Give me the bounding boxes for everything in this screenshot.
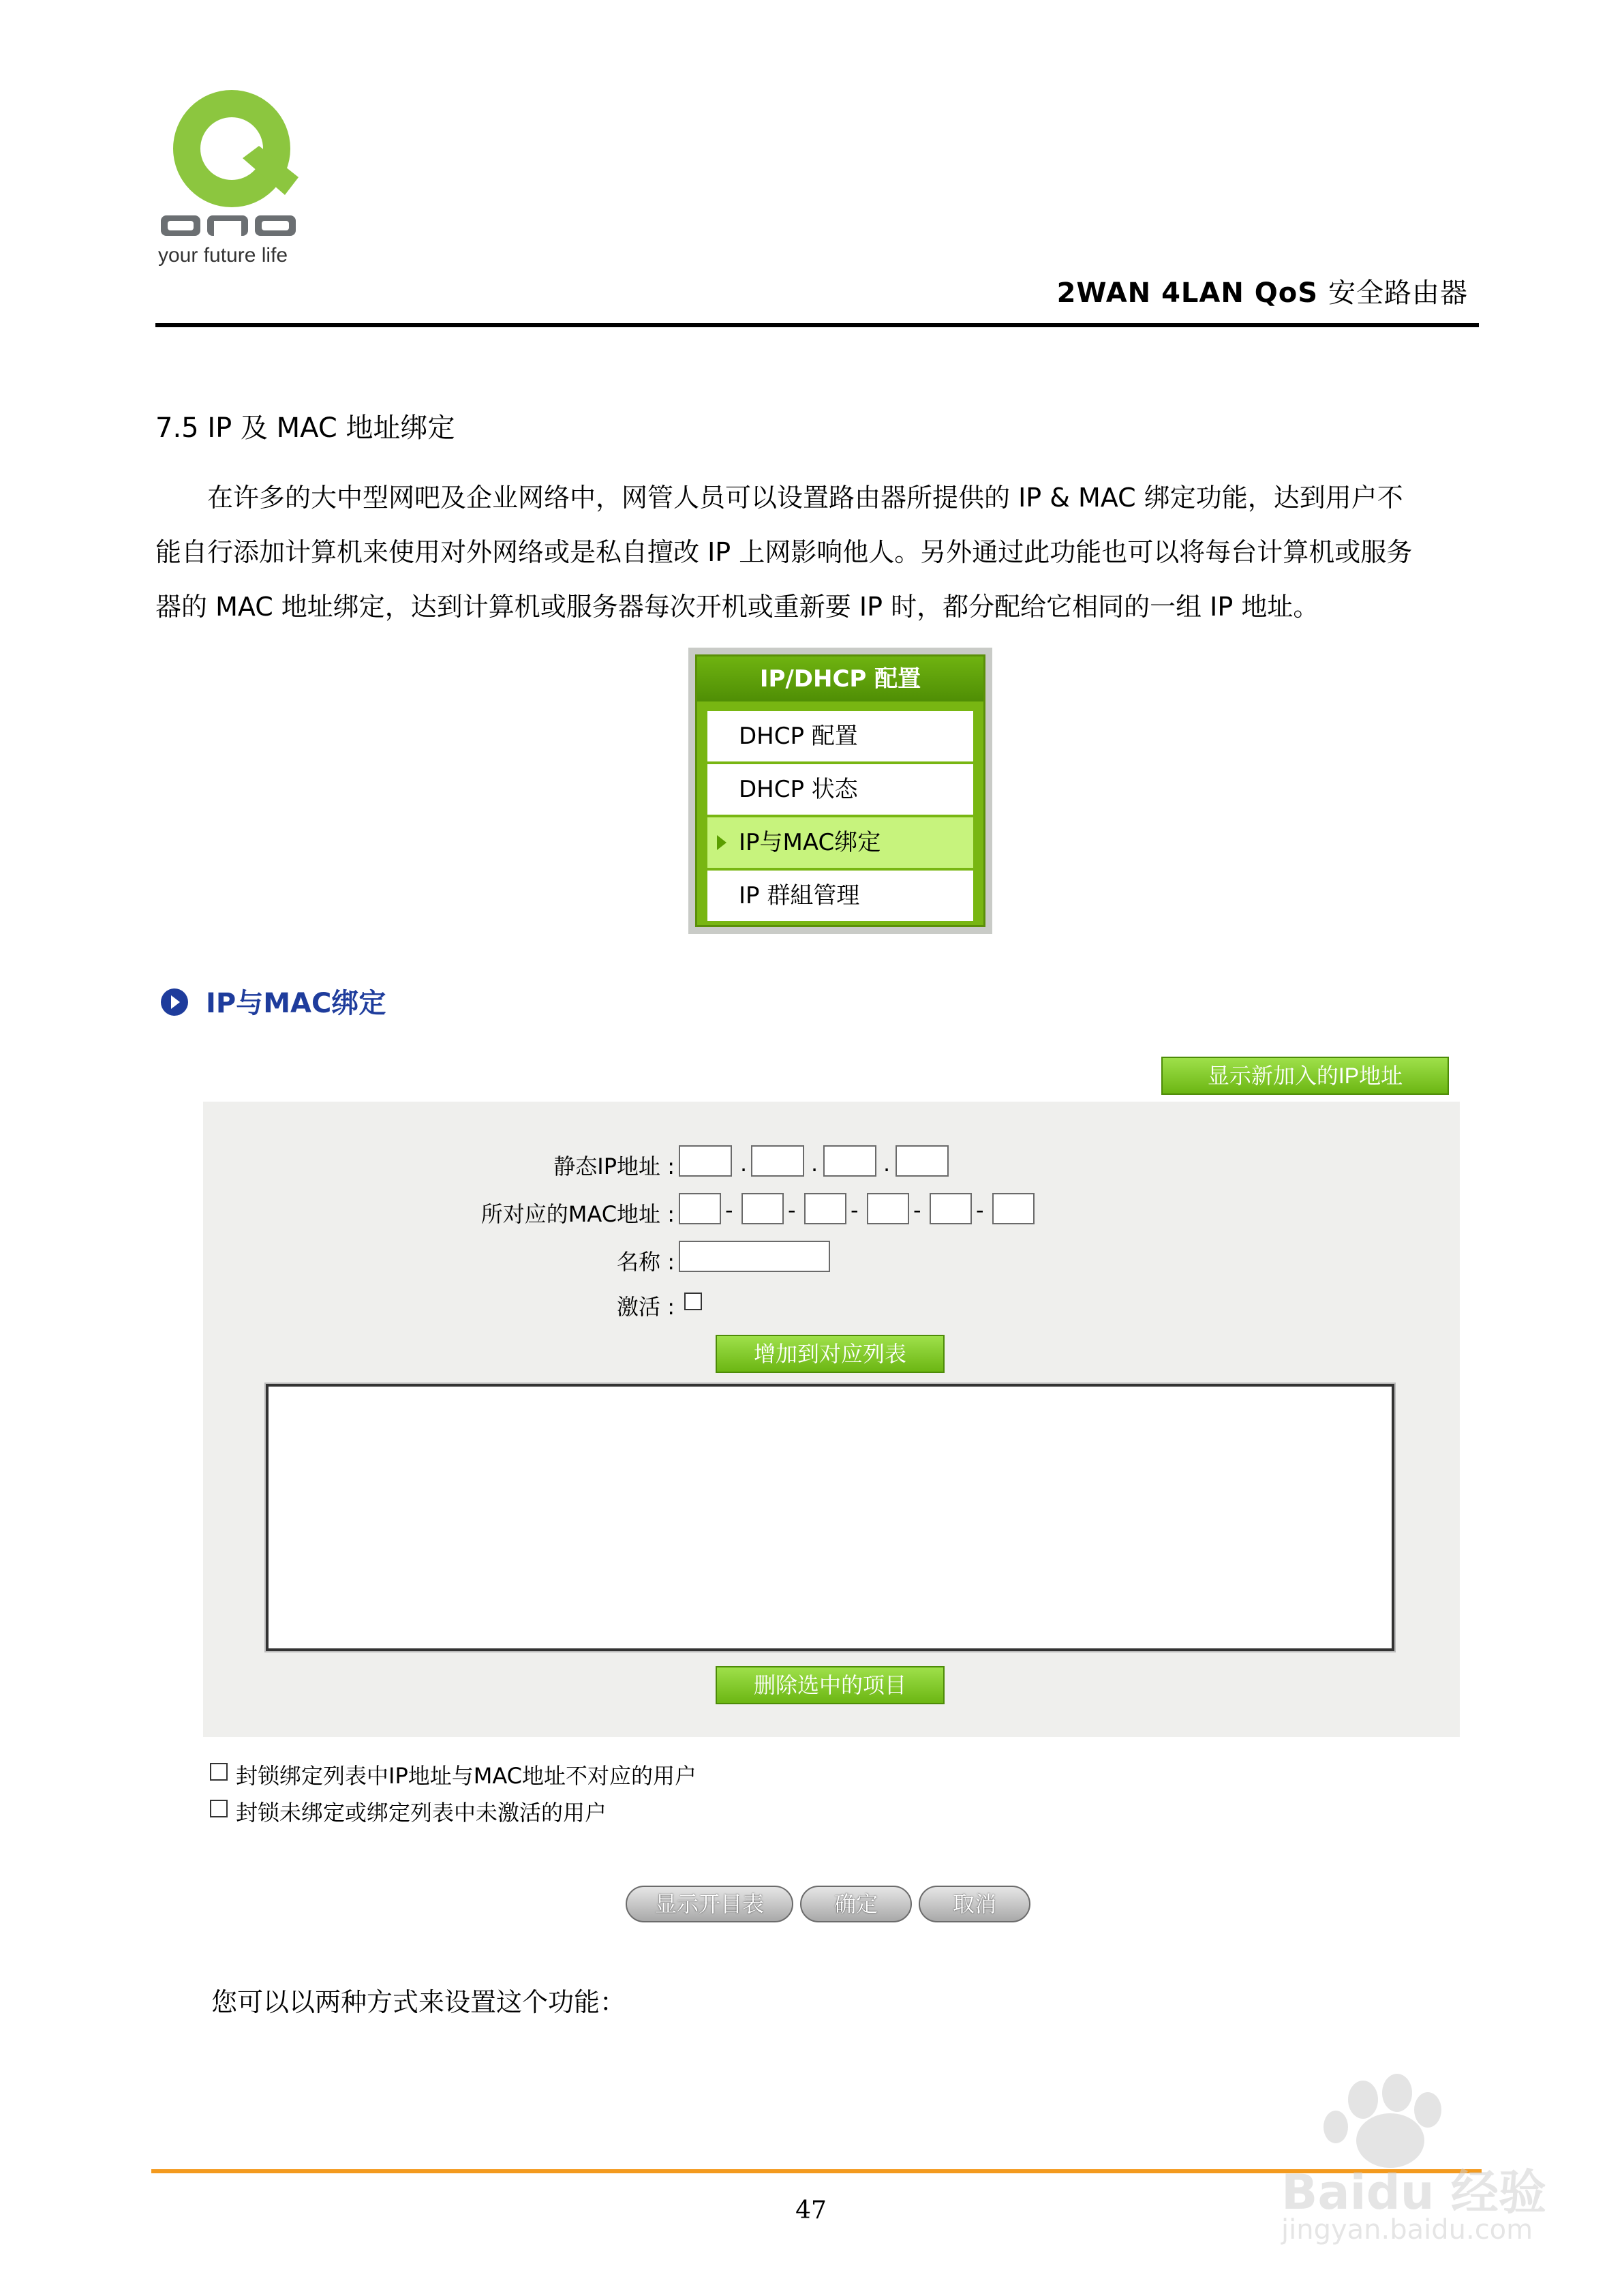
note-text: 您可以以两种方式来设置这个功能： xyxy=(211,1987,626,2017)
intro-paragraph xyxy=(155,470,1479,634)
mac-label: 所对应的MAC地址 : xyxy=(480,1201,675,1227)
mac-separator: - xyxy=(913,1197,921,1223)
ip-octet-4-input[interactable] xyxy=(896,1145,949,1177)
arrow-right-icon xyxy=(717,835,726,850)
option-2-label: 封锁未绑定或绑定列表中未激活的用户 xyxy=(236,1800,607,1826)
form-heading: IP与MAC绑定 xyxy=(206,988,386,1019)
mac-separator: - xyxy=(976,1197,984,1223)
ok-button[interactable]: 确定 xyxy=(800,1886,912,1922)
baidu-watermark xyxy=(1281,2072,1546,2250)
watermark-url: jingyan.baidu.com xyxy=(1281,2214,1533,2246)
show-table-button[interactable]: 显示开目表 xyxy=(626,1886,793,1922)
mac-separator: - xyxy=(725,1197,733,1223)
logo-tagline: your future life xyxy=(158,244,288,267)
binding-list[interactable] xyxy=(266,1384,1394,1651)
ip-separator: . xyxy=(740,1151,748,1177)
qno-logo xyxy=(155,75,312,280)
header-divider xyxy=(155,323,1479,327)
document-title xyxy=(1057,271,1468,310)
delete-selected-button[interactable]: 删除选中的项目 xyxy=(716,1666,945,1704)
option-1-checkbox[interactable] xyxy=(210,1763,228,1781)
activate-label: 激活 : xyxy=(617,1294,675,1320)
add-to-list-button[interactable]: 增加到对应列表 xyxy=(716,1335,945,1373)
cancel-button[interactable]: 取消 xyxy=(919,1886,1030,1922)
ip-octet-3-input[interactable] xyxy=(823,1145,876,1177)
menu-item-label: DHCP 状态 xyxy=(739,776,858,803)
mac-separator: - xyxy=(851,1197,859,1223)
mac-octet-5-input[interactable] xyxy=(930,1193,972,1224)
mac-octet-4-input[interactable] xyxy=(867,1193,909,1224)
mac-octet-6-input[interactable] xyxy=(992,1193,1035,1224)
ip-dhcp-menu xyxy=(688,648,992,934)
page-number: 47 xyxy=(795,2196,827,2224)
menu-title: IP/DHCP 配置 xyxy=(697,656,983,701)
ip-octet-2-input[interactable] xyxy=(751,1145,804,1177)
name-label: 名称 : xyxy=(617,1249,675,1275)
paragraph-line: 器的 MAC 地址绑定，达到计算机或服务器每次开机或重新要 IP 时，都分配给它相同的一组 IP 地址。 xyxy=(155,592,1319,622)
circle-arrow-icon xyxy=(161,988,188,1016)
watermark-brand: Baidu 经验 xyxy=(1281,2164,1546,2220)
document-title-latin: 2WAN 4LAN QoS xyxy=(1056,277,1319,309)
menu-item-dhcp-status[interactable] xyxy=(707,764,973,815)
mac-separator: - xyxy=(788,1197,796,1223)
mac-octet-2-input[interactable] xyxy=(741,1193,784,1224)
static-ip-label: 静态IP地址 : xyxy=(553,1153,675,1179)
mac-octet-1-input[interactable] xyxy=(679,1193,721,1224)
ip-separator: . xyxy=(883,1151,891,1177)
mac-octet-3-input[interactable] xyxy=(804,1193,846,1224)
menu-item-label: IP 群組管理 xyxy=(739,882,860,909)
show-new-ip-button[interactable]: 显示新加入的IP地址 xyxy=(1161,1057,1449,1095)
menu-item-label: IP与MAC绑定 xyxy=(739,829,881,856)
section-heading: 7.5 IP 及 MAC 地址绑定 xyxy=(155,412,455,444)
name-input[interactable] xyxy=(679,1241,830,1272)
menu-item-label: DHCP 配置 xyxy=(739,723,858,750)
document-title-cn: 安全路由器 xyxy=(1328,277,1468,309)
menu-item-ip-mac-binding[interactable] xyxy=(707,817,973,868)
menu-item-dhcp-config[interactable] xyxy=(707,711,973,761)
paragraph-line: 能自行添加计算机来使用对外网络或是私自擅改 IP 上网影响他人。另外通过此功能也可以将每台计算机或服务 xyxy=(155,537,1413,567)
menu-item-ip-group[interactable] xyxy=(707,871,973,921)
activate-checkbox[interactable] xyxy=(684,1293,702,1310)
ip-separator: . xyxy=(811,1151,818,1177)
option-1-label: 封锁绑定列表中IP地址与MAC地址不对应的用户 xyxy=(236,1763,697,1789)
paragraph-line: 在许多的大中型网吧及企业网络中，网管人员可以设置路由器所提供的 IP & MAC 绑定功能，达到用户不 xyxy=(207,483,1403,513)
option-2-checkbox[interactable] xyxy=(210,1800,228,1817)
ip-octet-1-input[interactable] xyxy=(679,1145,732,1177)
